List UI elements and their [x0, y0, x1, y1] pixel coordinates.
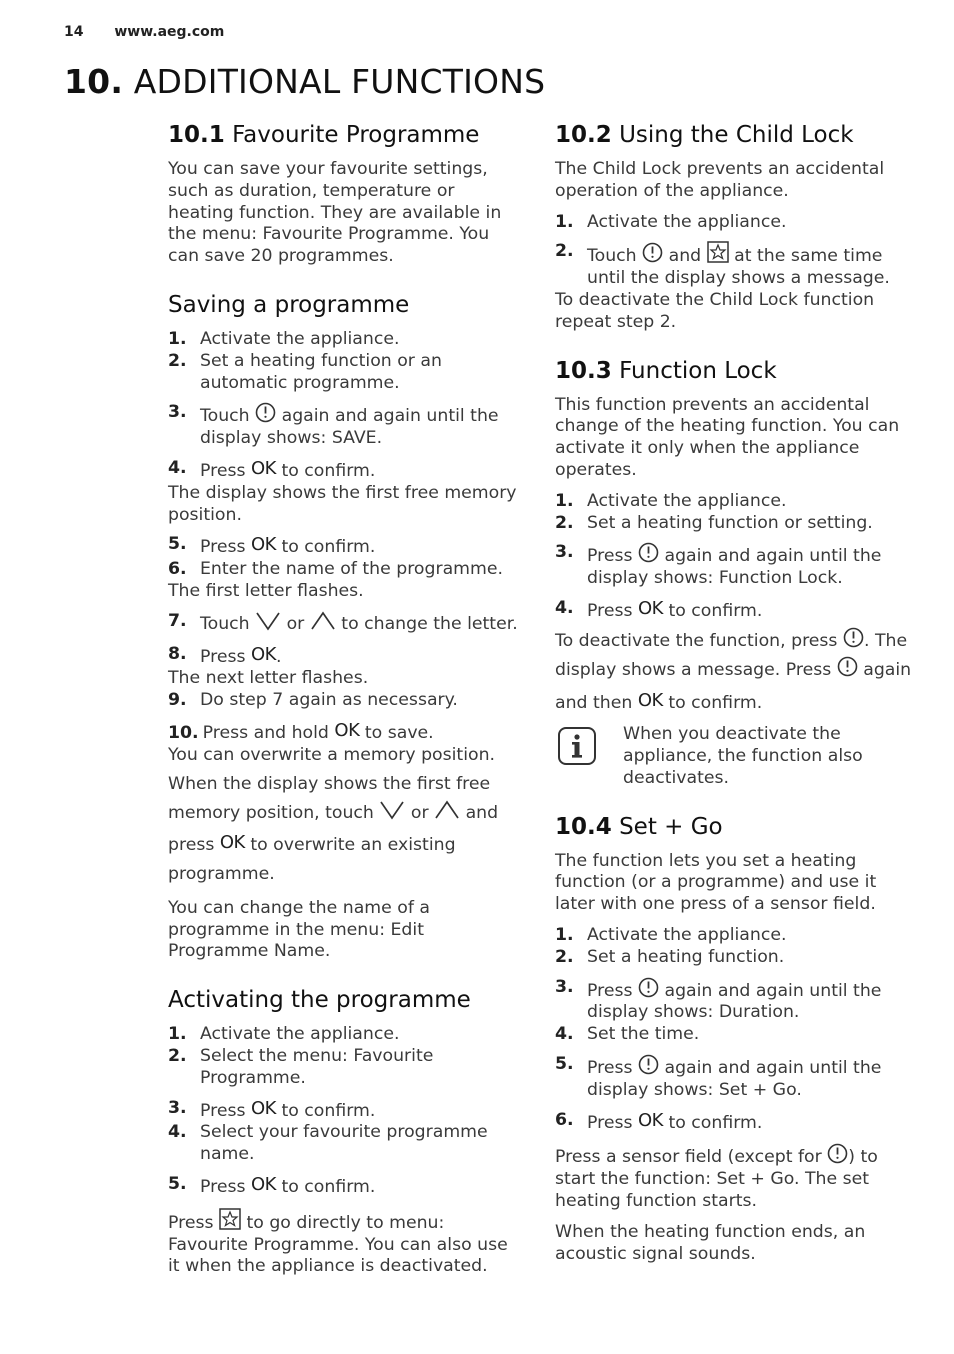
function-lock-deactivate — [555, 627, 915, 719]
note-text: or — [410, 802, 429, 823]
chapter-number: 10. — [64, 62, 124, 101]
note-text: to overwrite an existing programme. — [168, 834, 456, 884]
info-text: When you deactivate the appliance, the function also deactivates. — [623, 724, 863, 788]
page-number: 14 — [64, 24, 84, 40]
list-item — [555, 598, 915, 623]
list-item — [555, 947, 915, 969]
subheading-activating: Activating the programme — [168, 987, 471, 1014]
step-number: 2. — [555, 512, 574, 533]
step-text: Activate the appliance. — [587, 925, 787, 946]
section-number: 10.2 — [555, 122, 612, 148]
list-item — [555, 542, 915, 590]
step-text: Activate the appliance. — [587, 490, 787, 511]
subheading-saving: Saving a programme — [168, 291, 410, 318]
chevron-up-icon — [310, 611, 336, 631]
step-text: to confirm. — [281, 537, 376, 558]
step-text: and — [668, 246, 702, 267]
timer-icon — [827, 1143, 848, 1164]
timer-icon — [837, 656, 858, 677]
step-text: Activate the appliance. — [587, 211, 787, 232]
step-number: 3. — [555, 542, 574, 563]
step-number: 3. — [168, 402, 187, 423]
step-number: 2. — [555, 241, 574, 262]
step-number: 7. — [168, 610, 187, 631]
set-go-intro: The function lets you set a heating function (or a programme) and use it later with one press of a sensor field. — [555, 850, 877, 915]
section-heading-favourite — [168, 120, 524, 150]
step-text: to confirm. — [668, 600, 763, 621]
step-number: 5. — [555, 1054, 574, 1075]
step-number: 1. — [555, 925, 574, 946]
step-number: 8. — [168, 643, 187, 664]
step-number: 2. — [555, 946, 574, 967]
ok-icon: OK — [250, 643, 276, 665]
note-text: You can overwrite a memory position. When the display shows the first free memory position, touch — [168, 744, 496, 823]
step-note: The display shows the first free memory position. — [168, 482, 517, 525]
timer-icon — [638, 542, 659, 563]
step-text: Press — [200, 646, 246, 667]
step-text: to confirm. — [281, 1176, 376, 1197]
tip-text: to go directly to menu: Favourite Programme. You can also use it when the appliance is deactivated. — [168, 1212, 508, 1277]
step-text: Activate the appliance. — [200, 1024, 400, 1045]
section-title: Set + Go — [619, 813, 723, 840]
timer-icon — [642, 242, 663, 263]
step-number: 4. — [555, 597, 574, 618]
step-text: again and again until the display shows: Duration. — [587, 980, 882, 1023]
ok-icon: OK — [334, 719, 360, 741]
set-go-sensor-note — [555, 1143, 915, 1212]
step-number: 5. — [168, 1173, 187, 1194]
list-item — [555, 1110, 915, 1135]
section-number: 10.1 — [168, 122, 225, 148]
list-item — [168, 1174, 524, 1199]
timer-icon — [638, 977, 659, 998]
ok-icon: OK — [219, 831, 245, 853]
step-text: Select your favourite programme name. — [200, 1122, 488, 1165]
step-text: again and again until the display shows: Function Lock. — [587, 546, 882, 589]
step-text: Press — [200, 1100, 246, 1121]
step-text: Select the menu: Favourite Programme. — [200, 1045, 434, 1088]
step-text: or — [286, 613, 305, 634]
step-text: Press — [200, 537, 246, 558]
favourite-tip — [168, 1208, 524, 1278]
step-number: 1. — [168, 328, 187, 349]
ok-icon: OK — [250, 534, 276, 556]
list-item — [168, 1046, 524, 1090]
timer-icon — [638, 1054, 659, 1075]
step-number: 2. — [168, 350, 187, 371]
favourite-star-icon — [707, 241, 729, 263]
list-item — [168, 402, 524, 450]
list-item — [168, 329, 524, 351]
list-item — [168, 351, 524, 395]
section-heading-function-lock — [555, 356, 915, 386]
section-title: Favourite Programme — [232, 122, 480, 148]
list-item — [555, 513, 915, 535]
step-number: 3. — [168, 1097, 187, 1118]
step-number: 2. — [168, 1045, 187, 1066]
right-column — [555, 120, 915, 1265]
step-text: Touch — [200, 406, 250, 427]
section-heading-child-lock — [555, 120, 915, 150]
step-text: Set a heating function or setting. — [587, 512, 873, 533]
step-text: Activate the appliance. — [200, 328, 400, 349]
list-item — [555, 977, 915, 1025]
list-item — [168, 534, 524, 559]
favourite-star-icon — [219, 1208, 241, 1230]
overwrite-note — [168, 741, 524, 889]
chevron-up-icon — [434, 800, 460, 820]
rename-note: You can change the name of a programme in the menu: Edit Programme Name. — [168, 897, 431, 962]
step-text: again and again until the display shows: Set + Go. — [587, 1058, 882, 1100]
step-number: 5. — [168, 534, 187, 555]
tip-text: Press — [168, 1212, 214, 1233]
step-number: 4. — [168, 1122, 187, 1143]
list-item — [168, 1024, 524, 1046]
section-number: 10.3 — [555, 357, 612, 384]
section-number: 10.4 — [555, 813, 612, 840]
step-note: The next letter flashes. — [168, 668, 369, 689]
step-text: to confirm. — [281, 460, 376, 481]
step-text: Press — [200, 1176, 246, 1197]
step-text: to change the letter. — [341, 613, 518, 634]
section-title: Function Lock — [619, 357, 777, 384]
step-text: at the same time until the display shows a message. — [587, 246, 890, 289]
step-number: 1. — [168, 1024, 187, 1045]
step-number: 6. — [555, 1109, 574, 1130]
note-text: To deactivate the function, press — [555, 630, 838, 651]
ok-icon: OK — [637, 597, 663, 619]
step-number: 10. — [168, 722, 199, 743]
step-text: Set a heating function or an automatic programme. — [200, 350, 442, 393]
timer-icon — [843, 627, 864, 648]
step-number: 9. — [168, 690, 187, 711]
left-column — [168, 120, 524, 1278]
step-text: Touch — [587, 246, 637, 267]
step-number: 4. — [555, 1024, 574, 1045]
section-heading-set-go — [555, 812, 915, 842]
step-text: Set the time. — [587, 1024, 700, 1045]
step-text: . — [275, 646, 282, 667]
list-item — [555, 212, 915, 234]
ok-icon: OK — [637, 689, 663, 711]
step-text: again and again until the display shows: SAVE. — [200, 406, 499, 449]
list-item — [555, 241, 915, 290]
ok-icon: OK — [250, 1173, 276, 1195]
step-text: Press — [587, 980, 633, 1001]
list-item — [555, 1054, 915, 1102]
list-item — [168, 720, 524, 745]
info-note — [555, 724, 915, 789]
list-item — [168, 458, 524, 483]
child-lock-deactivate: To deactivate the Child Lock function repeat step 2. — [555, 289, 875, 332]
note-text: again and then — [555, 660, 912, 713]
timer-icon — [255, 402, 276, 423]
function-lock-intro: This function prevents an accidental change of the heating function. You can activate it only when the appliance operates. — [555, 394, 900, 480]
note-text: ) to start the function: Set + Go. The set heating function starts. — [555, 1147, 878, 1211]
chapter-title-text: ADDITIONAL FUNCTIONS — [133, 62, 546, 101]
favourite-intro: You can save your favourite settings, such as duration, temperature or heating function. They are available in the menu: Favourite Programme. You can save 20 programmes. — [168, 159, 502, 267]
list-item — [168, 1122, 524, 1166]
step-text: Enter the name of the programme. — [200, 559, 503, 580]
step-number: 3. — [555, 976, 574, 997]
step-number: 1. — [555, 211, 574, 232]
chapter-title — [64, 62, 545, 101]
list-item — [555, 925, 915, 947]
step-number: 4. — [168, 457, 187, 478]
step-text: to confirm. — [668, 1112, 763, 1133]
list-item — [168, 611, 524, 636]
set-go-end-note: When the heating function ends, an acoustic signal sounds. — [555, 1221, 866, 1264]
list-item — [168, 690, 524, 712]
list-item — [555, 491, 915, 513]
ok-icon: OK — [250, 1097, 276, 1119]
step-text: Press and hold — [202, 722, 329, 743]
info-icon — [557, 726, 597, 766]
note-text: to confirm. — [668, 692, 763, 713]
step-text: Press — [587, 600, 633, 621]
step-number: 6. — [168, 559, 187, 580]
ok-icon: OK — [637, 1109, 663, 1131]
section-title: Using the Child Lock — [619, 122, 854, 148]
step-text: Press — [200, 460, 246, 481]
list-item — [168, 644, 524, 669]
list-item — [168, 559, 524, 581]
website-link[interactable]: www.aeg.com — [114, 24, 225, 40]
step-text: Press — [587, 546, 633, 567]
step-text: to save. — [364, 722, 434, 743]
step-text: Press — [587, 1112, 633, 1133]
list-item — [555, 1024, 915, 1046]
note-text: Press a sensor field (except for — [555, 1147, 822, 1168]
page-header — [64, 24, 224, 40]
step-text: Set a heating function. — [587, 946, 785, 967]
step-text: to confirm. — [281, 1100, 376, 1121]
ok-icon: OK — [250, 457, 276, 479]
note-text: . The display shows a message. Press — [555, 630, 908, 681]
step-text: Do step 7 again as necessary. — [200, 690, 458, 711]
step-text: Touch — [200, 613, 250, 634]
step-text: Press — [587, 1058, 633, 1079]
step-note: The first letter flashes. — [168, 580, 364, 601]
chevron-down-icon — [255, 611, 281, 631]
note-text: and press — [168, 802, 499, 855]
step-number: 1. — [555, 490, 574, 511]
list-item — [168, 1098, 524, 1123]
chevron-down-icon — [379, 800, 405, 820]
child-lock-intro: The Child Lock prevents an accidental operation of the appliance. — [555, 159, 885, 201]
